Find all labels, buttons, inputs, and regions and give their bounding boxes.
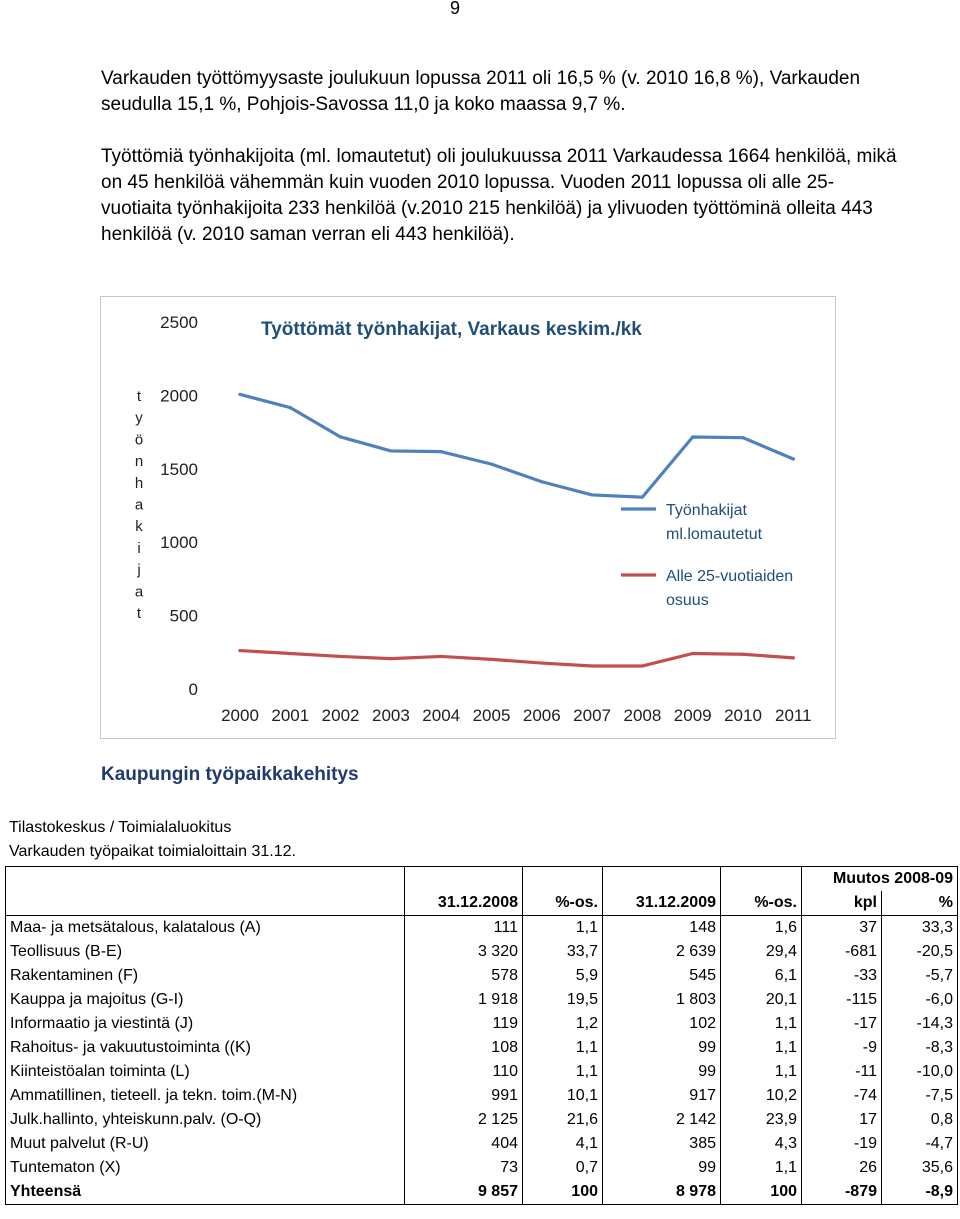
column-header: 31.12.2008 — [405, 891, 523, 916]
table-row — [6, 1012, 958, 1036]
data-point — [540, 480, 543, 483]
table-cell: 404 — [405, 1132, 523, 1156]
table-cell: 108 — [405, 1036, 523, 1060]
table-row — [6, 940, 958, 964]
column-header — [6, 891, 405, 916]
x-tick-label: 2001 — [271, 706, 310, 725]
y-axis-label-letter: k — [135, 518, 143, 536]
y-axis-label-letter: h — [134, 474, 144, 492]
data-point — [591, 664, 594, 667]
table-cell: 0,8 — [882, 1108, 958, 1132]
x-tick-label: 2003 — [371, 706, 410, 725]
data-point — [440, 450, 443, 453]
x-tick-label: 2004 — [422, 706, 461, 725]
table-cell: -17 — [802, 1012, 882, 1036]
y-tick-label: 500 — [169, 606, 198, 626]
x-tick-label: 2000 — [221, 706, 259, 725]
row-label: Rakentaminen (F) — [10, 967, 139, 984]
table-row — [6, 1060, 958, 1084]
table-cell: 111 — [405, 916, 523, 941]
table-cell: 4,3 — [721, 1132, 802, 1156]
legend-label: Työnhakijat — [666, 502, 747, 519]
table-cell: 110 — [405, 1060, 523, 1084]
table-cell: 1,1 — [523, 1036, 603, 1060]
table-cell: 19,5 — [523, 988, 603, 1012]
table-cell: -681 — [802, 940, 882, 964]
table-cell: 102 — [603, 1012, 721, 1036]
table-cell: 6,1 — [721, 964, 802, 988]
table-cell: 3 320 — [405, 940, 523, 964]
data-point — [792, 457, 795, 460]
column-header: % — [882, 891, 958, 916]
row-label: Julk.hallinto, yhteiskunn.palv. (O-Q) — [10, 1111, 262, 1128]
y-tick-label: 0 — [188, 680, 198, 699]
table-cell: 2 639 — [603, 940, 721, 964]
table-row — [6, 1036, 958, 1060]
row-label: Informaatio ja viestintä (J) — [10, 1015, 194, 1032]
table-cell: -8,3 — [882, 1036, 958, 1060]
series-line-1 — [240, 394, 793, 497]
x-tick-label: 2008 — [623, 706, 662, 725]
table-cell: 119 — [405, 1012, 523, 1036]
table-cell: -20,5 — [882, 940, 958, 964]
column-header: %-os. — [721, 891, 802, 916]
data-point — [289, 406, 292, 409]
table-header-row — [6, 891, 958, 916]
table-cell: -6,0 — [882, 988, 958, 1012]
table-cell: 37 — [802, 916, 882, 941]
table-cell: -879 — [802, 1180, 882, 1205]
y-tick-label: 1500 — [160, 459, 198, 479]
data-point — [591, 493, 594, 496]
x-tick-label: 2002 — [321, 706, 360, 725]
table-cell: 917 — [603, 1084, 721, 1108]
y-tick-label: 1000 — [160, 533, 198, 553]
data-point — [238, 393, 241, 396]
table-cell: 2 125 — [405, 1108, 523, 1132]
table-cell: 73 — [405, 1156, 523, 1180]
table-cell: 148 — [603, 916, 721, 941]
y-axis-label-letter: y — [135, 409, 143, 427]
table-cell: 4,1 — [523, 1132, 603, 1156]
table-cell: 1,1 — [721, 1060, 802, 1084]
table-cell: -74 — [802, 1084, 882, 1108]
paragraph-jobseekers: Työttömiä työnhakijoita (ml. lomautetut) oli joulukuussa 2011 Varkaudessa 1664 henkilöä, mikä on 45 henkilöä vähemmän kuin vuoden 2010 lopussa. Vuoden 2011 lopussa oli alle 25-vuotiaita työnhakijoita 233 henkilöä (v.2010 215 henkilöä) ja ylivuoden työttöminä olleita 443 henkilöä (v. 2010 saman verran eli 443 henkilöä). — [101, 146, 897, 245]
y-tick-label: 2000 — [160, 386, 198, 406]
y-axis-label-letter: a — [134, 583, 144, 601]
data-point — [490, 463, 493, 466]
table-cell: -7,5 — [882, 1084, 958, 1108]
row-label: Muut palvelut (R-U) — [10, 1135, 149, 1152]
table-cell: 1,1 — [523, 1060, 603, 1084]
table-cell: 1 918 — [405, 988, 523, 1012]
y-axis-label-letter: t — [136, 388, 142, 405]
table-cell: 99 — [603, 1060, 721, 1084]
data-point — [389, 657, 392, 660]
table-row — [6, 1084, 958, 1108]
table-cell: 29,4 — [721, 940, 802, 964]
table-cell: 17 — [802, 1108, 882, 1132]
table-cell: 99 — [603, 1036, 721, 1060]
y-axis-label-letter: i — [137, 539, 141, 557]
data-point — [339, 655, 342, 658]
series-line-2 — [240, 651, 793, 666]
table-cell: 10,1 — [523, 1084, 603, 1108]
table-total-row — [6, 1180, 958, 1205]
row-label: Ammatillinen, tieteell. ja tekn. toim.(M-N) — [10, 1087, 298, 1104]
table-row — [6, 1156, 958, 1180]
y-axis-label-letter: a — [134, 496, 144, 514]
table-cell: 33,7 — [523, 940, 603, 964]
table-row — [6, 988, 958, 1012]
page-number: 9 — [450, 0, 461, 18]
table-cell: 1,6 — [721, 916, 802, 941]
data-point — [490, 658, 493, 661]
legend-label: osuus — [666, 592, 709, 609]
y-axis-label-letter: n — [134, 453, 144, 471]
table-cell: -10,0 — [882, 1060, 958, 1084]
table-row — [6, 1132, 958, 1156]
table-cell: 5,9 — [523, 964, 603, 988]
chart-title: Työttömät työnhakijat, Varkaus keskim./kk — [261, 319, 642, 340]
table-cell: 21,6 — [523, 1108, 603, 1132]
table-cell: -14,3 — [882, 1012, 958, 1036]
column-header: %-os. — [523, 891, 603, 916]
source-line: Tilastokeskus / Toimialaluokitus — [9, 819, 232, 836]
table-cell: 33,3 — [882, 916, 958, 941]
table-cell: 385 — [603, 1132, 721, 1156]
table-cell: 1,1 — [721, 1036, 802, 1060]
row-label: Rahoitus- ja vakuutustoiminta ((K) — [10, 1039, 251, 1056]
table-cell: 8 978 — [603, 1180, 721, 1205]
x-tick-label: 2011 — [775, 706, 812, 725]
table-cell: -9 — [802, 1036, 882, 1060]
data-point — [691, 435, 694, 438]
table-cell: 99 — [603, 1156, 721, 1180]
chart-canvas — [101, 297, 835, 738]
data-point — [792, 656, 795, 659]
data-point — [238, 649, 241, 652]
table-cell: 35,6 — [882, 1156, 958, 1180]
row-label: Maa- ja metsätalous, kalatalous (A) — [10, 919, 261, 936]
data-point — [339, 435, 342, 438]
table-row — [6, 1108, 958, 1132]
table-cell: 578 — [405, 964, 523, 988]
table-cell: 100 — [523, 1180, 603, 1205]
x-tick-label: 2006 — [522, 706, 561, 725]
table-cell: 26 — [802, 1156, 882, 1180]
table-cell: 1,1 — [721, 1156, 802, 1180]
table-cell: 545 — [603, 964, 721, 988]
data-point — [389, 449, 392, 452]
table-cell: 991 — [405, 1084, 523, 1108]
workplaces-table — [5, 866, 958, 1205]
y-axis-label-letter: j — [137, 561, 141, 579]
x-tick-label: 2007 — [573, 706, 612, 725]
data-point — [641, 664, 644, 667]
table-cell: 1,1 — [523, 916, 603, 941]
x-tick-label: 2010 — [724, 706, 762, 725]
data-point — [691, 652, 694, 655]
legend-label: Alle 25-vuotiaiden — [666, 568, 794, 585]
table-cell: 0,7 — [523, 1156, 603, 1180]
y-axis-label-letter: ö — [134, 431, 144, 449]
table-cell: -11 — [802, 1060, 882, 1084]
table-caption: Varkauden työpaikat toimialoittain 31.12. — [9, 843, 296, 860]
table-group-header-row — [6, 867, 958, 892]
data-point — [641, 496, 644, 499]
data-point — [440, 655, 443, 658]
row-label: Yhteensä — [10, 1183, 82, 1200]
table-cell: 20,1 — [721, 988, 802, 1012]
y-axis-label-letter: t — [136, 605, 142, 622]
table-row — [6, 964, 958, 988]
section-title: Kaupungin työpaikkakehitys — [101, 764, 359, 785]
table-cell: 1,2 — [523, 1012, 603, 1036]
table-cell: 23,9 — [721, 1108, 802, 1132]
table-cell: 2 142 — [603, 1108, 721, 1132]
table-cell: -19 — [802, 1132, 882, 1156]
x-tick-label: 2009 — [673, 706, 712, 725]
row-label: Teollisuus (B-E) — [10, 943, 123, 960]
table-cell: -4,7 — [882, 1132, 958, 1156]
table-cell: 1,1 — [721, 1012, 802, 1036]
legend-label: ml.lomautetut — [666, 526, 763, 543]
row-label: Kauppa ja majoitus (G-I) — [10, 991, 184, 1008]
column-header: kpl — [802, 891, 882, 916]
jobseekers-chart — [100, 296, 836, 739]
x-tick-label: 2005 — [472, 706, 511, 725]
table-cell: -8,9 — [882, 1180, 958, 1205]
table-cell: 10,2 — [721, 1084, 802, 1108]
data-point — [741, 653, 744, 656]
data-point — [741, 436, 744, 439]
table-cell: 1 803 — [603, 988, 721, 1012]
paragraph-unemployment-rate: Varkauden työttömyysaste joulukuun lopussa 2011 oli 16,5 % (v. 2010 16,8 %), Varkauden seudulla 15,1 %, Pohjois-Savossa 11,0 ja koko maassa 9,7 %. — [101, 68, 861, 115]
row-label: Tuntematon (X) — [10, 1159, 121, 1176]
row-label: Kiinteistöalan toiminta (L) — [10, 1063, 190, 1080]
table-row — [6, 916, 958, 941]
data-point — [540, 661, 543, 664]
table-cell: -5,7 — [882, 964, 958, 988]
column-header: 31.12.2009 — [603, 891, 721, 916]
table-cell: 100 — [721, 1180, 802, 1205]
table-cell: -115 — [802, 988, 882, 1012]
data-point — [289, 652, 292, 655]
y-tick-label: 2500 — [160, 313, 198, 332]
group-header-change: Muutos 2008-09 — [802, 867, 958, 892]
table-cell: 9 857 — [405, 1180, 523, 1205]
table-cell: -33 — [802, 964, 882, 988]
